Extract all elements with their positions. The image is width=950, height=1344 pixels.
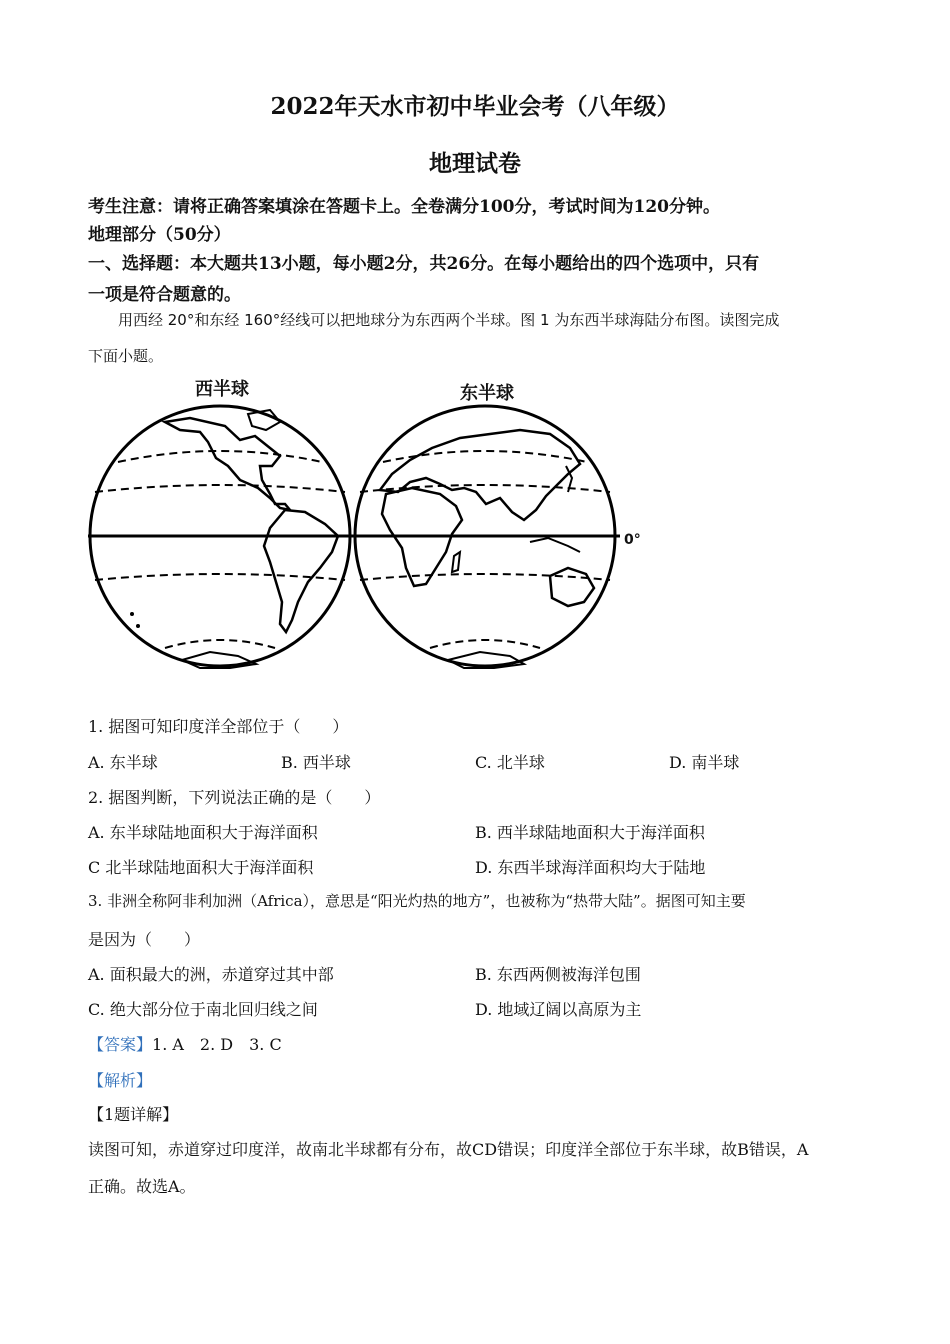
answer-values: 1. A 2. D 3. C <box>152 1035 282 1054</box>
question-3-stem-line2: 是因为（ ） <box>88 930 201 949</box>
page-subtitle: 地理试卷 <box>429 150 521 177</box>
question-3-option-a: A. 面积最大的洲，赤道穿过其中部 <box>88 965 334 984</box>
section-heading-line1: 一、选择题：本大题共13小题，每小题2分，共26分。在每小题给出的四个选项中，只有 <box>88 254 760 274</box>
equator-label: 0° <box>624 532 641 548</box>
question-2-option-d: D. 东西半球海洋面积均大于陆地 <box>475 858 706 877</box>
exam-notice: 考生注意：请将正确答案填涂在答题卡上。全卷满分100分，考试时间为120分钟。 <box>88 197 720 217</box>
question-3-option-c: C. 绝大部分位于南北回归线之间 <box>88 1000 318 1019</box>
question-3-option-d: D. 地域辽阔以高原为主 <box>475 1000 642 1019</box>
question-3-option-b: B. 东西两侧被海洋包围 <box>475 965 641 984</box>
west-hemisphere-label: 西半球 <box>195 379 249 400</box>
question-1-option-b: B. 西半球 <box>281 753 351 772</box>
question-1-option-a: A. 东半球 <box>88 753 158 772</box>
question-1-option-c: C. 北半球 <box>475 753 545 772</box>
question-2-option-b: B. 西半球陆地面积大于海洋面积 <box>475 823 705 842</box>
intro-line2: 下面小题。 <box>88 347 164 365</box>
answer-line <box>88 1032 282 1055</box>
question-1-option-d: D. 南半球 <box>669 753 740 772</box>
section-heading-line2: 一项是符合题意的。 <box>88 285 241 305</box>
question-2-stem: 2. 据图判断，下列说法正确的是（ ） <box>88 788 381 807</box>
analysis-line1: 读图可知，赤道穿过印度洋，故南北半球都有分布，故CD错误；印度洋全部位于东半球，故B错误，A <box>88 1140 809 1159</box>
east-hemisphere-label: 东半球 <box>460 383 514 404</box>
analysis-tag: 【解析】 <box>88 1071 153 1090</box>
question-2-option-c: C 北半球陆地面积大于海洋面积 <box>88 858 314 877</box>
analysis-detail-tag: 【1题详解】 <box>88 1105 179 1124</box>
answer-tag: 【答案】 <box>88 1035 153 1054</box>
intro-line1: 用西经 20°和东经 160°经线可以把地球分为东西两个半球。图 1 为东西半球海陆分布图。读图完成 <box>118 311 780 329</box>
part-heading: 地理部分（50分） <box>88 225 231 245</box>
hemisphere-map <box>80 370 660 690</box>
analysis-line2: 正确。故选A。 <box>88 1177 196 1196</box>
question-2-option-a: A. 东半球陆地面积大于海洋面积 <box>88 823 318 842</box>
question-3-stem-line1: 3. 非洲全称阿非利加洲（Africa），意思是“阳光灼热的地方”，也被称为“热带大陆”。据图可知主要 <box>88 892 746 910</box>
page-title: 2022年天水市初中毕业会考（八年级） <box>270 93 680 120</box>
question-1-stem: 1. 据图可知印度洋全部位于（ ） <box>88 717 349 736</box>
